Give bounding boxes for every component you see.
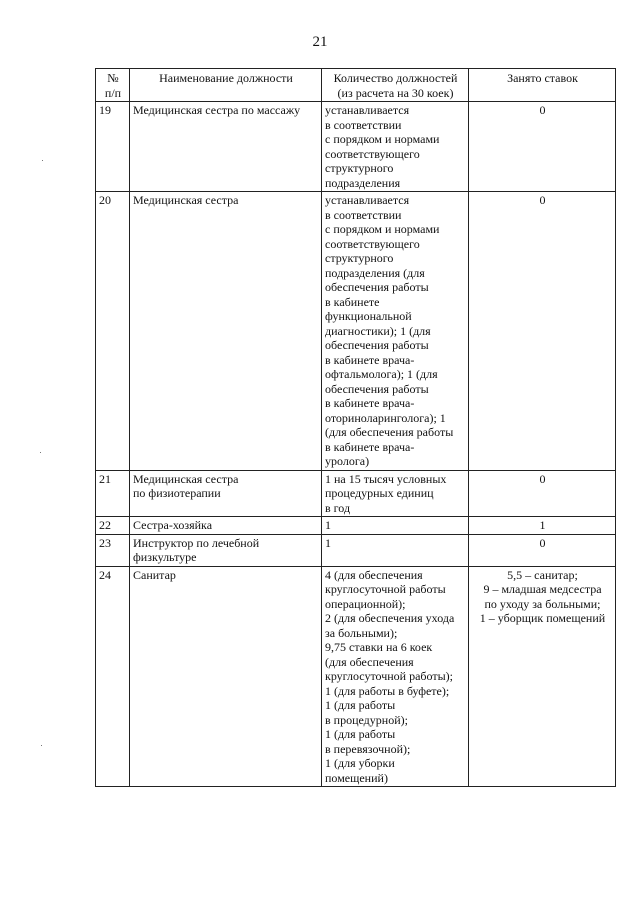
cell-line: обеспечения работы [325,338,429,352]
cell-line: в кабинете врача- [325,352,415,367]
cell-line: 4 (для обеспечения [325,567,423,582]
cell-line: устанавливается [325,103,410,117]
position-name [130,566,322,787]
header-name [130,69,322,102]
cell-line: 0 [539,103,546,117]
cell-line: 1 [325,518,331,532]
cell-line: в кабинете врача- [325,396,415,410]
cell-line: Инструктор по лечебной [133,535,260,550]
cell-line: 1 (для работы [325,698,396,712]
cell-line: в кабинете врача- [325,439,415,454]
cell-line: 1 на 15 тысяч условных [325,471,447,486]
cell-line: 1 [325,535,331,550]
cell-line: Медицинская сестра по массажу [133,103,301,117]
cell-line: 2 (для обеспечения ухода [325,611,455,625]
cell-line: в кабинете [325,294,380,309]
cell-line: Количество должностей [333,71,458,85]
cell-line: № [107,71,119,85]
row-number: 24 [96,566,130,787]
cell-line: оториноларинголога); 1 [325,410,446,425]
positions-count [322,517,469,535]
page-number: 21 [312,34,328,50]
position-name [130,534,322,566]
cell-line: Занято ставок [507,71,578,85]
cell-line: структурного [325,251,394,265]
cell-line: в перевязочной); [325,741,411,756]
scan-speck [41,745,42,746]
cell-line: 1 [539,518,546,532]
positions-count [322,566,469,787]
cell-line: п/п [104,85,122,100]
cell-line: уролога) [325,454,370,468]
table-row [96,566,616,787]
cell-line: 1 (для работы [325,727,396,741]
positions-count [322,534,469,566]
table-row [96,534,616,566]
cell-line: Сестра-хозяйка [133,518,213,532]
cell-line: соответствующего [325,146,420,161]
cell-line: физкультуре [133,550,197,564]
row-number: 22 [96,517,130,535]
cell-line: Медицинская сестра [133,471,239,486]
row-number: 21 [96,470,130,517]
cell-line: Наименование должности [159,71,293,85]
cell-line: в год [325,500,351,515]
cell-line: по уходу за больными; [484,596,601,611]
header-count [322,69,469,102]
cell-line: круглосуточной работы); [325,669,454,683]
header-num [96,69,130,102]
cell-line: 1 (для уборки [325,756,395,770]
cell-line: 5,5 – санитар; [507,567,578,582]
cell-line: в соответствии [325,207,402,222]
cell-line: 1 (для работы в буфете); [325,683,450,698]
table-row [96,470,616,517]
scan-speck [42,160,43,161]
occupied-rates [469,517,616,535]
position-name [130,192,322,471]
cell-line: с порядком и нормами [325,132,440,146]
positions-count [322,102,469,192]
table-row [96,102,616,192]
header-occupied [469,69,616,102]
occupied-rates [469,102,616,192]
cell-line: операционной); [325,596,406,611]
cell-line: функциональной [325,309,412,323]
staff-table [95,68,616,787]
occupied-rates [469,470,616,517]
cell-line: Медицинская сестра [133,193,239,207]
cell-line: круглосуточной работы [325,582,446,596]
cell-line: 1 – уборщик помещений [479,611,606,625]
cell-line: процедурных единиц [325,486,434,500]
cell-line: 0 [539,193,546,207]
cell-line: в соответствии [325,117,402,132]
cell-line: обеспечения работы [325,381,429,396]
occupied-rates [469,534,616,566]
cell-line: соответствующего [325,236,420,251]
table-row [96,192,616,471]
row-number: 20 [96,192,130,471]
position-name [130,517,322,535]
cell-line: Санитар [133,567,176,582]
cell-line: (из расчета на 30 коек) [337,85,454,100]
cell-line: (для обеспечения работы [325,425,454,439]
row-number: 19 [96,102,130,192]
occupied-rates [469,566,616,787]
cell-line: структурного [325,161,394,175]
cell-line: в процедурной); [325,712,408,727]
table-header-row [96,69,616,102]
cell-line: 9 – младшая медсестра [483,582,602,596]
cell-line: (для обеспечения [325,654,414,669]
row-number: 23 [96,534,130,566]
cell-line: 9,75 ставки на 6 коек [325,640,433,654]
cell-line: 0 [539,535,546,550]
position-name [130,470,322,517]
cell-line: 0 [539,471,546,486]
cell-line: устанавливается [325,193,410,207]
cell-line: с порядком и нормами [325,222,440,236]
position-name [130,102,322,192]
cell-line: подразделения [325,175,401,190]
cell-line: помещений) [325,770,388,785]
cell-line: диагностики); 1 (для [325,323,431,338]
positions-count [322,192,469,471]
cell-line: обеспечения работы [325,280,429,294]
occupied-rates [469,192,616,471]
cell-line: по физиотерапии [133,486,221,500]
positions-count [322,470,469,517]
cell-line: подразделения (для [325,265,425,280]
cell-line: за больными); [325,625,398,640]
cell-line: офтальмолога); 1 (для [325,367,438,381]
scan-speck [40,452,41,453]
table-row [96,517,616,535]
